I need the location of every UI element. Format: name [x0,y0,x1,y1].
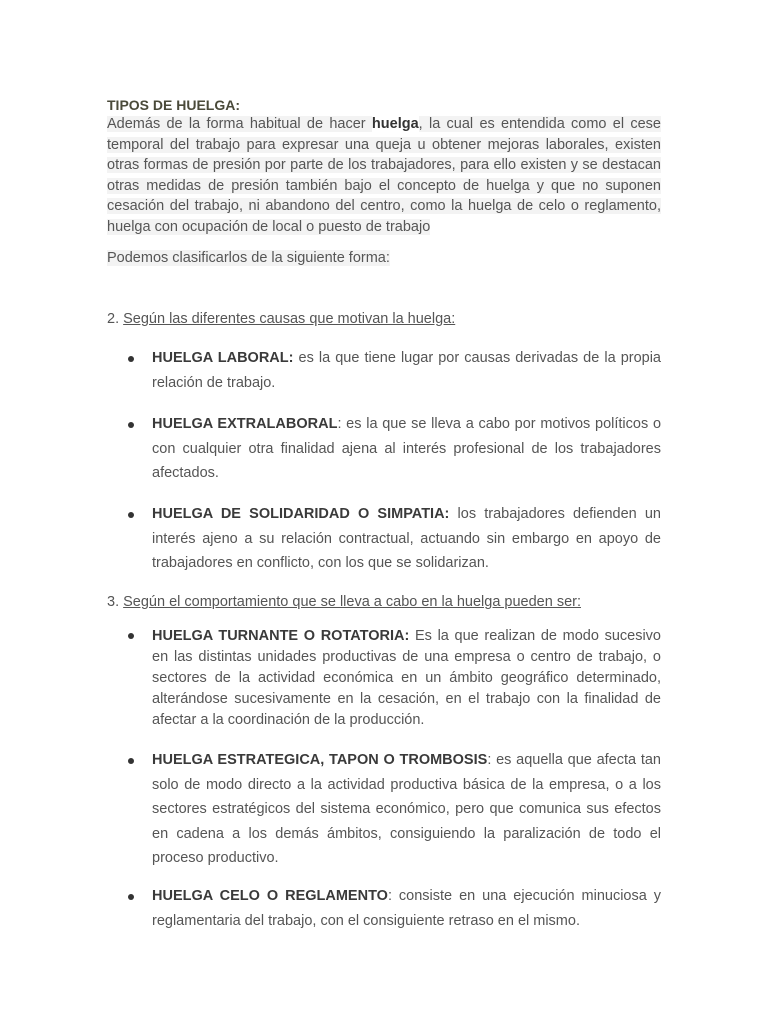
section-2-heading [107,311,455,327]
item-term: HUELGA LABORAL: [152,350,294,366]
bullet-icon [128,633,134,639]
item-term: HUELGA TURNANTE O ROTATORIA: [152,628,410,644]
bullet-icon [128,512,134,518]
list-item-huelga-laboral [152,346,661,395]
list-item-huelga-extralaboral [152,412,661,486]
item-text: : consiste en una ejecución minuciosa y reglamentaria del trabajo, con el consiguiente retraso en el mismo. [152,888,662,929]
section-3-heading [107,594,581,610]
item-text: : es aquella que afecta tan solo de modo directo a la actividad productiva básica de la empresa, o a los sectores estratégicos del sistema económico, pero que comunica sus efectos en cadena a los demás ámbitos, consiguiendo la paralización de todo el proceso productivo. [152,752,661,866]
item-term: HUELGA ESTRATEGICA, TAPON O TROMBOSIS [152,752,488,768]
bullet-icon [128,758,134,764]
intro-text-2: , la cual es entendida como el cese temporal del trabajo para expresar una queja u obtener mejoras laborales, existen otras formas de presión por parte de los trabajadores, [107,116,661,173]
list-item-huelga-solidaridad [152,502,661,576]
item-term: HUELGA EXTRALABORAL [152,416,338,432]
item-text: los trabajadores defienden un interés ajeno a su relación contractual, actuando sin embargo en apoyo de trabajadores en conflicto, con los que se solidarizan. [152,506,661,571]
bullet-icon [128,422,134,428]
intro-bold-term: huelga [371,116,419,132]
intro-text-1: Además de la forma habitual de hacer [107,116,372,132]
intro-paragraph [107,114,661,237]
classify-line: Podemos clasificarlos de la siguiente forma: [107,250,390,266]
list-item-huelga-estrategica [152,748,661,871]
bullet-icon [128,356,134,362]
intro-text-3: para ello existen y se destacan otras medidas de presión también bajo el concepto de huelga y que no suponen cesación del trabajo, ni abandono del centro, como la huelga de celo o reglamento, huelga con ocupación de local o puesto de trabajo [107,157,661,235]
item-text: : es la que se lleva a cabo por motivos políticos o con cualquier otra finalidad ajena al interés profesional de los trabajadores afectados. [152,416,662,481]
item-text: Es la que realizan de modo sucesivo en las distintas unidades productivas de una empresa o centro de trabajo, o sectores de la actividad económica en un ámbito geográfico determinado, alterándose sucesivamente en la cesación, en el trabajo con la finalidad de afectar a la coordinación de la producción. [152,628,661,728]
item-term: HUELGA DE SOLIDARIDAD O SIMPATIA: [152,506,450,522]
section-3-number: 3. [107,594,124,610]
section-2-number: 2. [107,311,124,327]
list-item-huelga-turnante [152,626,661,731]
section-2-title: Según las diferentes causas que motivan la huelga: [123,311,456,327]
list-item-huelga-celo [152,884,661,933]
document-title: TIPOS DE HUELGA: [107,97,241,113]
item-term: HUELGA CELO O REGLAMENTO [152,888,388,904]
section-3-title: Según el comportamiento que se lleva a cabo en la huelga pueden ser: [123,594,581,610]
item-text: es la que tiene lugar por causas derivadas de la propia relación de trabajo. [152,350,661,391]
bullet-icon [128,894,134,900]
